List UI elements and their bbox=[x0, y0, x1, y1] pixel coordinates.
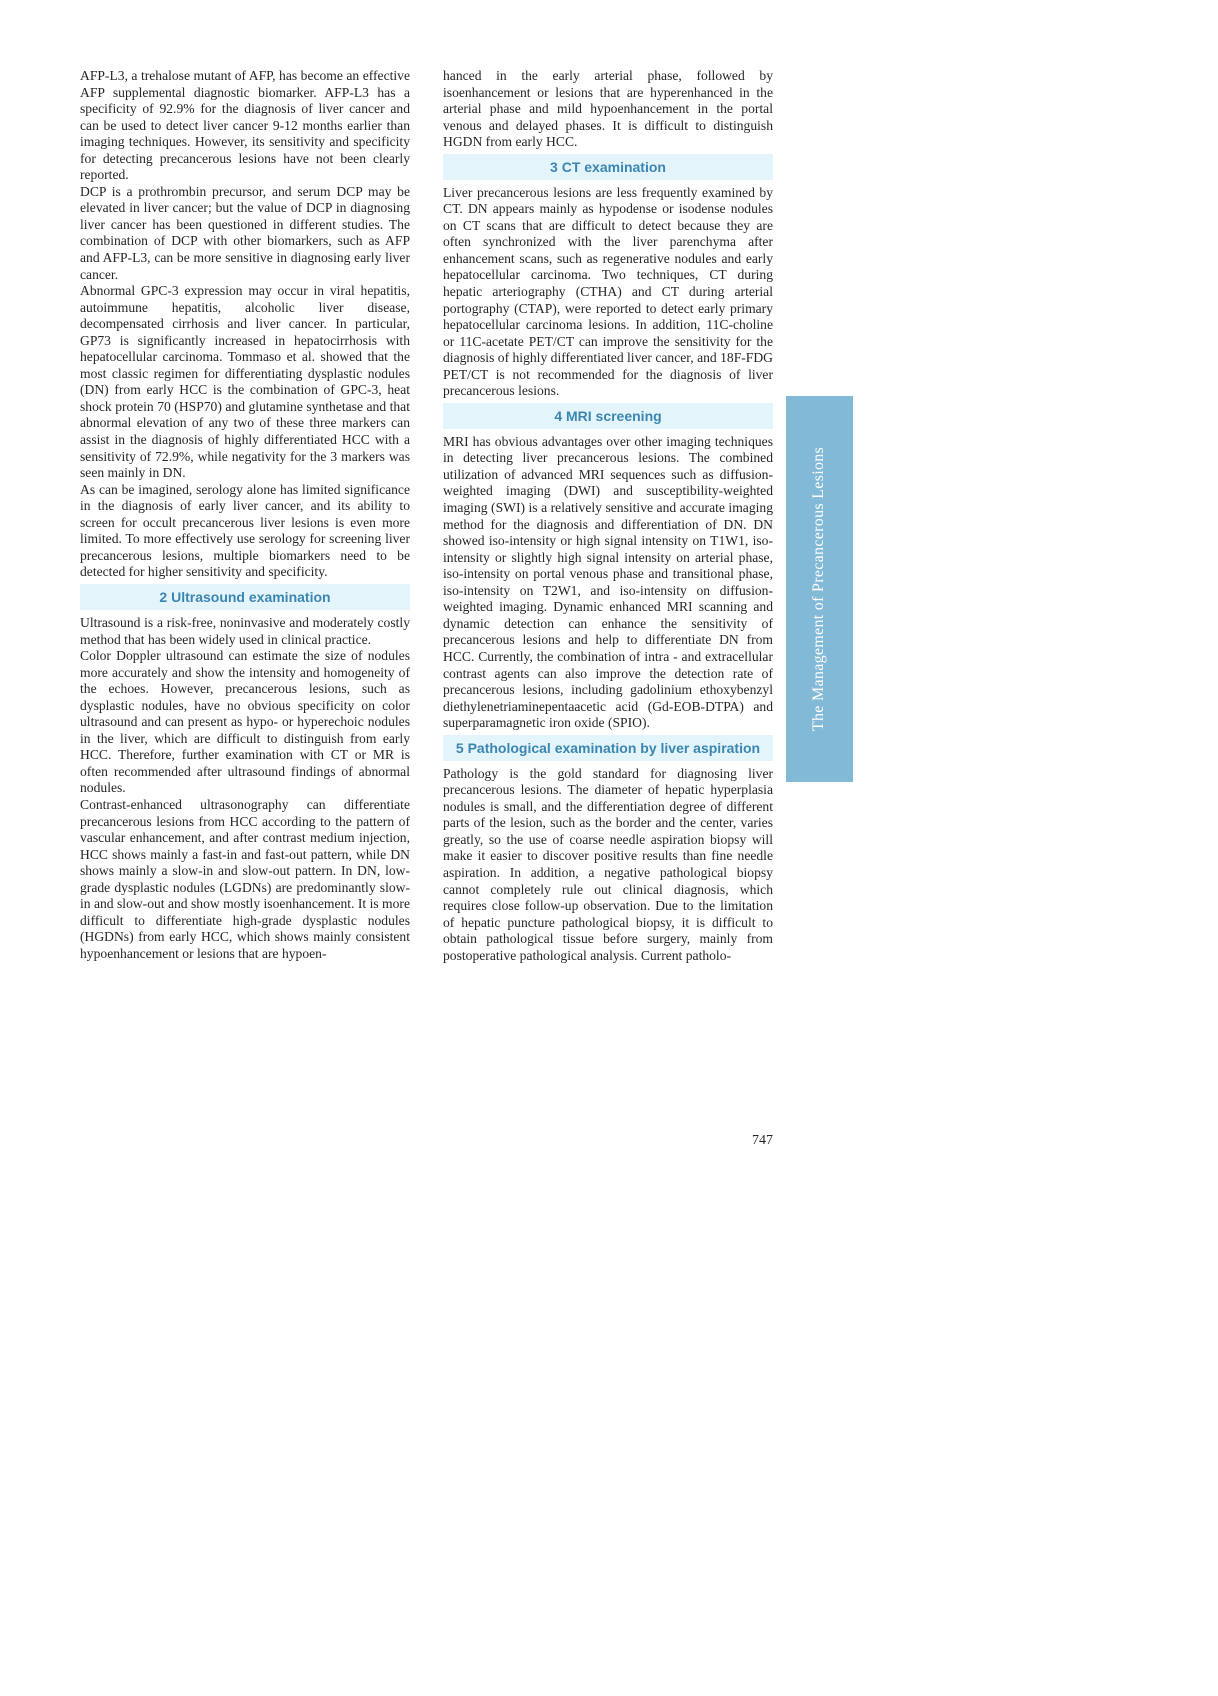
paragraph-serology: As can be imagined, serology alone has limited significance in the diagnosis of early liver cancer, and its ability to screen for occult precancerous liver lesions is even more limited. To more effectively use serology for screening liver precancerous lesions, multiple biomarkers need to be detected for higher sensitivity and specificity. bbox=[80, 481, 410, 580]
paragraph-continuation: hanced in the early arterial phase, followed by isoenhancement or lesions that are hyperenhanced in the arterial phase and mild hypoenhancement in the portal venous and delayed phases. It is difficult to distinguish HGDN from early HCC. bbox=[443, 68, 773, 150]
paragraph-dcp: DCP is a prothrombin precursor, and serum DCP may be elevated in liver cancer; but the value of DCP in diagnosing liver cancer has been questioned in different studies. The combination of DCP with other biomarkers, such as AFP and AFP-L3, can be more sensitive in diagnosing early liver cancer. bbox=[80, 183, 410, 282]
section-heading-ultrasound: 2 Ultrasound examination bbox=[80, 584, 410, 610]
chapter-side-tab-label: The Management of Precancerous Lesions bbox=[810, 446, 828, 732]
paragraph-contrast-ultrasound: Contrast-enhanced ultrasonography can differentiate precancerous lesions from HCC according to the pattern of vascular enhancement, and after contrast medium injection, HCC shows mainly a fast-in and fast-out pattern, while DN shows mainly a slow-in and slow-out pattern. In DN, low-grade dysplastic nodules (LGDNs) are predominantly slow-in and slow-out and show mostly isoenhancement. It is more difficult to differentiate high-grade dysplastic nodules (HGDNs) from early HCC, which shows mainly consistent hypoenhancement or lesions that are hypoen- bbox=[80, 796, 410, 961]
paragraph-pathology: Pathology is the gold standard for diagnosing liver precancerous lesions. The diameter of hepatic hyperplasia nodules is small, and the differentiation degree of different parts of the lesion, such as the border and the center, varies greatly, so the use of coarse needle aspiration biopsy will make it easier to discover positive results than fine needle aspiration. In addition, a negative pathological biopsy cannot completely rule out clinical diagnosis, which requires close follow-up observation. Due to the limitation of hepatic puncture pathological biopsy, it is difficult to obtain pathological tissue before surgery, mainly from postoperative pathological analysis. Current patholo- bbox=[443, 765, 773, 963]
section-heading-ct: 3 CT examination bbox=[443, 154, 773, 180]
paragraph-ultrasound-intro: Ultrasound is a risk-free, noninvasive and moderately costly method that has been widely used in clinical practice. bbox=[80, 614, 410, 647]
right-text-column bbox=[443, 68, 773, 964]
section-heading-mri: 4 MRI screening bbox=[443, 403, 773, 429]
page-number: 747 bbox=[752, 1133, 773, 1148]
paragraph-gpc3: Abnormal GPC-3 expression may occur in viral hepatitis, autoimmune hepatitis, alcoholic liver disease, decompensated cirrhosis and liver cancer. In particular, GP73 is significantly increased in hepatocirrhosis with hepatocellular carcinoma. Tommaso et al. showed that the most classic regimen for differentiating dysplastic nodules (DN) from early HCC is the combination of GPC-3, heat shock protein 70 (HSP70) and glutamine synthetase and that abnormal elevation of any two of these three markers can assist in the diagnosis of highly differentiated HCC with a sensitivity of 72.9%, while negativity for the 3 markers was seen mainly in DN. bbox=[80, 283, 410, 481]
left-text-column bbox=[80, 68, 410, 962]
paragraph-mri: MRI has obvious advantages over other imaging techniques in detecting liver precancerous lesions. The combined utilization of advanced MRI sequences such as diffusion-weighted imaging (DWI) and susceptibility-weighted imaging (SWI) is a relatively sensitive and accurate imaging method for the diagnosis and differentiation of DN. DN showed iso-intensity or high signal intensity on T1W1, iso-intensity or slightly high signal intensity on arterial phase, iso-intensity on portal venous phase and transitional phase, iso-intensity on T2W1, and iso-intensity on diffusion-weighted imaging. Dynamic enhanced MRI scanning and dynamic detection can enhance the sensitivity of precancerous lesions and help to differentiate DN from HCC. Currently, the combination of intra - and extracellular contrast agents can also improve the detection rate of precancerous lesions, including gadolinium ethoxybenzyl diethylenetriaminepentaacetic acid (Gd-EOB-DTPA) and superparamagnetic iron oxide (SPIO). bbox=[443, 433, 773, 731]
section-heading-pathology: 5 Pathological examination by liver aspiration bbox=[443, 735, 773, 761]
paragraph-afp-l3: AFP-L3, a trehalose mutant of AFP, has become an effective AFP supplemental diagnostic biomarker. AFP-L3 has a specificity of 92.9% for the diagnosis of liver cancer and can be used to detect liver cancer 9-12 months earlier than imaging techniques. However, its sensitivity and specificity for detecting precancerous lesions have not been clearly reported. bbox=[80, 68, 410, 183]
paragraph-color-doppler: Color Doppler ultrasound can estimate the size of nodules more accurately and show the intensity and homogeneity of the echoes. However, precancerous lesions, such as dysplastic nodules, have no obvious specificity on color ultrasound and can present as hypo- or hyperechoic nodules in the liver, which are difficult to distinguish from early HCC. Therefore, further examination with CT or MR is often recommended after ultrasound findings of abnormal nodules. bbox=[80, 648, 410, 796]
chapter-side-tab bbox=[786, 396, 853, 782]
paragraph-ct: Liver precancerous lesions are less frequently examined by CT. DN appears mainly as hypodense or isodense nodules on CT scans that are difficult to detect because they are often synchronized with the liver parenchyma after enhancement scans, such as regenerative nodules and early hepatocellular carcinoma. Two techniques, CT during hepatic arteriography (CTHA) and CT during arterial portography (CTAP), were reported to detect early primary hepatocellular carcinoma lesions. In addition, 11C-choline or 11C-acetate PET/CT can improve the sensitivity for the diagnosis of highly differentiated liver cancer, and 18F-FDG PET/CT is not recommended for the diagnosis of liver precancerous lesions. bbox=[443, 184, 773, 399]
